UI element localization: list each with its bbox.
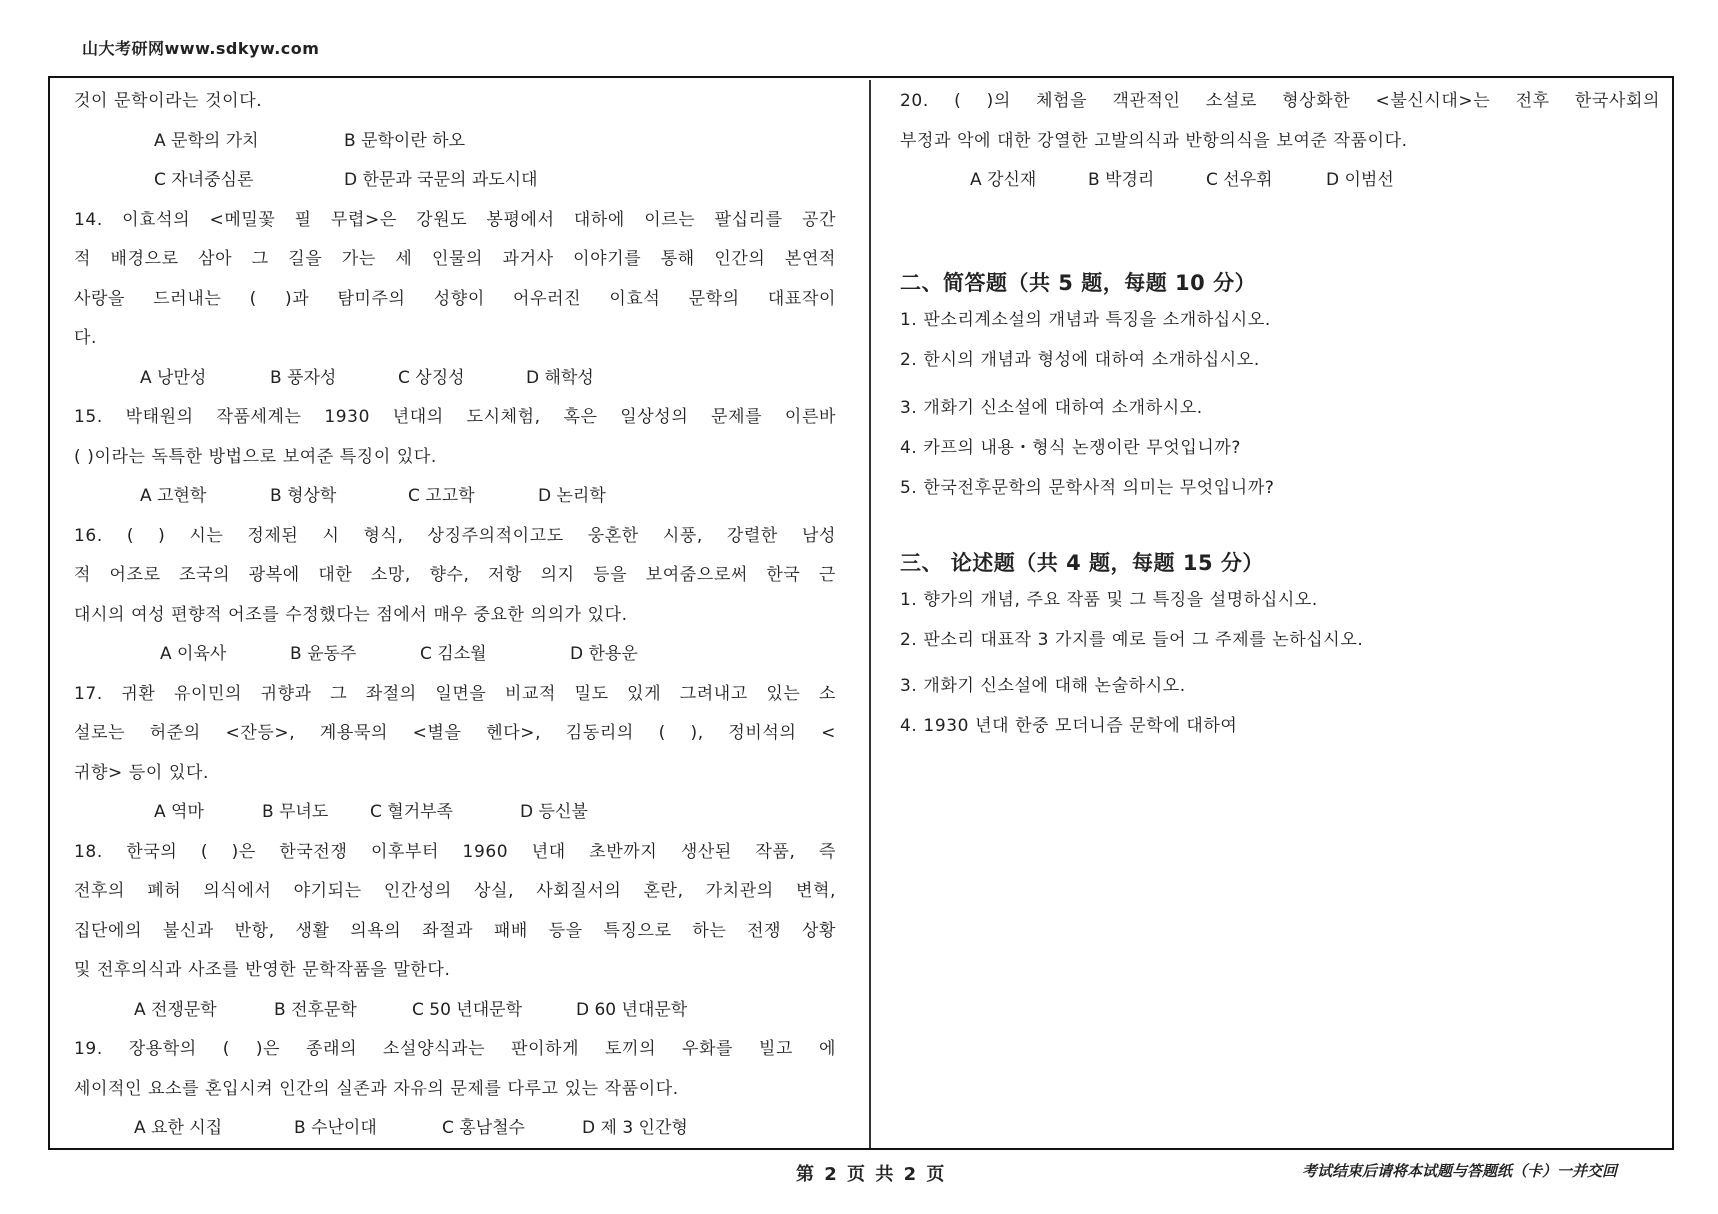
q15-line: 15. 박태원의 작품세계는 1930 년대의 도시체험, 혹은 일상성의 문제를 이른바 xyxy=(74,407,836,427)
q19-option-c: C 홍남철수 xyxy=(442,1118,525,1138)
q18-option-a: A 전쟁문학 xyxy=(134,999,217,1020)
q14-option-a: A 낭만성 xyxy=(140,367,207,388)
q20-line: 20. ( )의 체험을 객관적인 소설로 형상화한 <불신시대>는 전후 한국사회의 xyxy=(900,91,1660,111)
q13-options-row2 xyxy=(74,165,836,205)
section3-question: 3. 개화기 신소설에 대해 논술하시오. xyxy=(900,675,1186,696)
q17-options xyxy=(74,797,836,837)
q15-option-a: A 고현학 xyxy=(140,486,207,506)
section3-question: 4. 1930 년대 한중 모더니즘 문학에 대하여 xyxy=(900,715,1238,736)
q18-options xyxy=(74,995,836,1035)
q17-option-a: A 역마 xyxy=(154,802,204,822)
q16-options xyxy=(74,639,836,679)
section3-question: 1. 향가의 개념, 주요 작품 및 그 특징을 설명하십시오. xyxy=(900,589,1318,610)
left-column xyxy=(74,86,836,1153)
section2-question: 2. 한시의 개념과 형성에 대하여 소개하십시오. xyxy=(900,349,1260,370)
page-number: 第 2 页 共 2 页 xyxy=(796,1164,947,1185)
q15-option-c: C 고고학 xyxy=(408,486,475,506)
q14-line: 14. 이효석의 <메밀꽃 필 무렵>은 강원도 봉평에서 대하에 이르는 팔십리를 공간 xyxy=(74,209,836,230)
q18-line: 전후의 폐허 의식에서 야기되는 인간성의 상실, 사회질서의 혼란, 가치관의 변혁, xyxy=(74,881,836,901)
q14-line: 다. xyxy=(74,328,98,348)
q18-option-c: C 50 년대문학 xyxy=(412,999,522,1020)
q19-options xyxy=(74,1113,836,1153)
q13-option-a: A 문학의 가치 xyxy=(154,130,259,151)
q17-line: 17. 귀환 유이민의 귀향과 그 좌절의 일면을 비교적 밀도 있게 그려내고 있는 소 xyxy=(74,683,836,704)
q14-line: 사랑을 드러내는 ( )과 탐미주의 성향이 어우러진 이효석 문학의 대표작이 xyxy=(74,288,836,309)
section2-question: 3. 개화기 신소설에 대하여 소개하시오. xyxy=(900,397,1203,418)
q13-option-b: B 문학이란 하오 xyxy=(344,130,466,151)
q18-option-d: D 60 년대문학 xyxy=(576,999,688,1020)
q19-line: 19. 장용학의 ( )은 종래의 소설양식과는 판이하게 토끼의 우화를 빌고 에 xyxy=(74,1039,836,1059)
section2-question: 4. 카프의 내용・형식 논쟁이란 무엇입니까? xyxy=(900,437,1242,458)
q20-option-a: A 강신재 xyxy=(970,170,1037,190)
column-divider xyxy=(869,80,871,1148)
right-column xyxy=(900,86,1660,751)
section3-title: 三、 论述题（共 4 题，每题 15 分） xyxy=(900,550,1264,575)
q16-option-a: A 이육사 xyxy=(160,644,227,664)
q15-option-b: B 형상학 xyxy=(270,486,337,506)
q17-line: 귀향> 등이 있다. xyxy=(74,762,209,783)
q20-line: 부정과 악에 대한 강열한 고발의식과 반항의식을 보여준 작품이다. xyxy=(900,130,1408,151)
q17-option-d: D 등신불 xyxy=(520,802,588,822)
q18-line: 및 전후의식과 사조를 반영한 문학작품을 말한다. xyxy=(74,960,451,980)
section2-question: 1. 판소리계소설의 개념과 특징을 소개하십시오. xyxy=(900,309,1271,330)
q15-options xyxy=(74,481,836,521)
q19-line: 세이적인 요소를 혼입시켜 인간의 실존과 자유의 문제를 다루고 있는 작품이다. xyxy=(74,1078,679,1099)
section2-title: 二、简答题（共 5 题，每题 10 分） xyxy=(900,270,1257,295)
q14-options xyxy=(74,363,836,403)
q16-option-d: D 한용운 xyxy=(570,644,638,664)
q17-option-b: B 무녀도 xyxy=(262,802,329,822)
q18-line: 18. 한국의 ( )은 한국전쟁 이후부터 1960 년대 초반까지 생산된 작품, 즉 xyxy=(74,841,836,862)
q20-options xyxy=(900,165,1660,205)
site-header: 山大考研网www.sdkyw.com xyxy=(82,39,320,58)
q18-option-b: B 전후문학 xyxy=(274,999,357,1020)
q19-option-a: A 요한 시집 xyxy=(134,1118,223,1138)
q13-option-c: C 자녀중심론 xyxy=(154,170,254,190)
q16-option-b: B 윤동주 xyxy=(290,644,357,664)
q16-line: 적 어조로 조국의 광복에 대한 소망, 향수, 저항 의지 등을 보여줌으로써 한국 근 xyxy=(74,565,836,585)
q15-option-d: D 논리학 xyxy=(538,486,606,506)
section3-question: 2. 판소리 대표작 3 가지를 예로 들어 그 주제를 논하십시오. xyxy=(900,629,1364,650)
q13-options-row1 xyxy=(74,126,836,166)
q13-tail: 것이 문학이라는 것이다. xyxy=(74,91,263,111)
q18-line: 집단에의 불신과 반항, 생활 의욕의 좌절과 패배 등을 특징으로 하는 전쟁 상황 xyxy=(74,920,836,941)
q20-option-c: C 선우휘 xyxy=(1206,170,1273,190)
q14-line: 적 배경으로 삼아 그 길을 가는 세 인물의 과거사 이야기를 통해 인간의 본연적 xyxy=(74,249,836,269)
q17-line: 설로는 허준의 <잔등>, 계용묵의 <별을 헨다>, 김동리의 ( ), 정비석의 < xyxy=(74,723,836,743)
submission-note: 考试结束后请将本试题与答题纸（卡）一并交回 xyxy=(1302,1162,1618,1180)
q19-option-d: D 제 3 인간형 xyxy=(582,1118,688,1138)
section2-question: 5. 한국전후문학의 문학사적 의미는 무엇입니까? xyxy=(900,477,1275,498)
q13-option-d: D 한문과 국문의 과도시대 xyxy=(344,170,538,190)
q20-option-d: D 이범선 xyxy=(1326,170,1394,190)
q16-line: 대시의 여성 편향적 어조를 수정했다는 점에서 매우 중요한 의의가 있다. xyxy=(74,604,628,625)
q16-option-c: C 김소월 xyxy=(420,644,487,664)
q14-option-d: D 해학성 xyxy=(526,367,594,388)
q20-option-b: B 박경리 xyxy=(1088,170,1155,190)
q14-option-b: B 풍자성 xyxy=(270,367,337,388)
q17-option-c: C 혈거부족 xyxy=(370,802,453,822)
q14-option-c: C 상징성 xyxy=(398,367,465,388)
q19-option-b: B 수난이대 xyxy=(294,1118,377,1138)
q15-line: ( )이라는 독특한 방법으로 보여준 특징이 있다. xyxy=(74,446,437,467)
q16-line: 16. ( ) 시는 정제된 시 형식, 상징주의적이고도 웅혼한 시풍, 강렬한 남성 xyxy=(74,525,836,546)
